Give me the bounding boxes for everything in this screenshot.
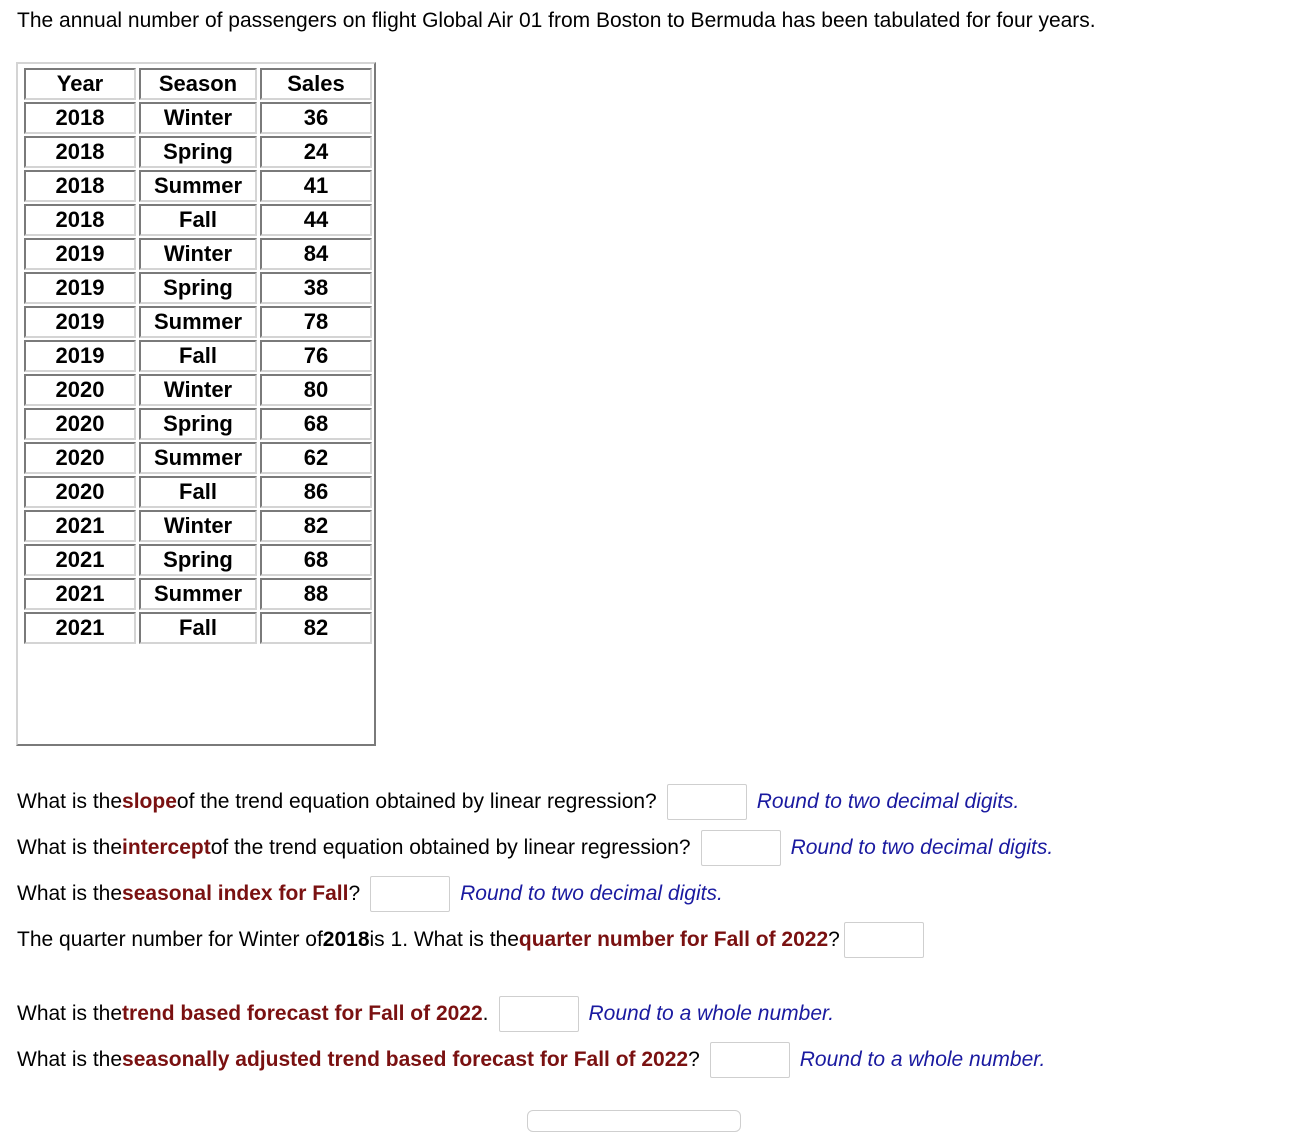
table-cell: 2021 (24, 544, 136, 576)
table-cell: 62 (260, 442, 372, 474)
table-cell: 2021 (24, 510, 136, 542)
question-keyword: seasonally adjusted trend based forecast for Fall of 2022 (122, 1048, 689, 1071)
quarter-number-answer-input[interactable] (844, 922, 924, 958)
table-cell: Spring (139, 136, 257, 168)
rounding-note: Round to two decimal digits. (756, 790, 1020, 813)
problem-intro: The annual number of passengers on flight Global Air 01 from Boston to Bermuda has been tabulated for four years. (17, 9, 1096, 32)
table-row (24, 102, 372, 134)
question-keyword: seasonal index for Fall (122, 882, 349, 905)
table-cell: 2018 (24, 102, 136, 134)
question-keyword: slope (122, 790, 177, 813)
table-cell: Summer (139, 578, 257, 610)
table-cell: 41 (260, 170, 372, 202)
table-row (24, 272, 372, 304)
question-slope (17, 782, 1019, 822)
table-cell: 2020 (24, 476, 136, 508)
table-cell: Winter (139, 102, 257, 134)
table-row (24, 442, 372, 474)
question-text: What is the (17, 1048, 123, 1071)
rounding-note: Round to two decimal digits. (460, 882, 723, 905)
table-row (24, 578, 372, 610)
question-text: of the trend equation obtained by linear regression? (210, 836, 691, 859)
question-text: The quarter number for Winter of (17, 928, 323, 951)
table-cell: Fall (139, 612, 257, 644)
table-cell: 2018 (24, 170, 136, 202)
question-seasonal-index (17, 874, 723, 914)
question-keyword: quarter number for Fall of 2022 (518, 928, 829, 951)
slope-answer-input[interactable] (667, 784, 747, 820)
trend-forecast-answer-input[interactable] (499, 996, 579, 1032)
table-cell: 86 (260, 476, 372, 508)
question-text: is 1. What is the (369, 928, 519, 951)
rounding-note: Round to two decimal digits. (790, 836, 1054, 859)
table-cell: 80 (260, 374, 372, 406)
question-text: ? (688, 1048, 700, 1071)
table-row (24, 612, 372, 644)
table-cell: Winter (139, 374, 257, 406)
table-cell: 88 (260, 578, 372, 610)
table-cell: Summer (139, 170, 257, 202)
question-year: 2018 (322, 928, 370, 951)
table-cell: Winter (139, 238, 257, 270)
table-cell: Summer (139, 442, 257, 474)
table-cell: 2020 (24, 408, 136, 440)
table-cell: 82 (260, 510, 372, 542)
column-header: Year (24, 68, 136, 100)
table-cell: 2018 (24, 204, 136, 236)
submit-button[interactable] (527, 1110, 741, 1132)
table-cell: Spring (139, 272, 257, 304)
table-cell: 2019 (24, 272, 136, 304)
question-text: . (482, 1002, 489, 1025)
table-row (24, 306, 372, 338)
question-text: ? (348, 882, 361, 905)
table-cell: Summer (139, 306, 257, 338)
table-cell: 2021 (24, 612, 136, 644)
table-cell: Spring (139, 544, 257, 576)
question-intercept (17, 828, 1053, 868)
table-cell: Fall (139, 204, 257, 236)
table-cell: 68 (260, 544, 372, 576)
table-cell: 84 (260, 238, 372, 270)
rounding-note: Round to a whole number. (588, 1002, 835, 1025)
question-quarter-number (17, 920, 934, 960)
column-header: Sales (260, 68, 372, 100)
question-text: of the trend equation obtained by linear regression? (176, 790, 657, 813)
table-cell: Fall (139, 340, 257, 372)
table-cell: Winter (139, 510, 257, 542)
table-cell: Fall (139, 476, 257, 508)
question-keyword: intercept (122, 836, 211, 859)
seasonal-index-answer-input[interactable] (370, 876, 450, 912)
table-cell: 82 (260, 612, 372, 644)
intercept-answer-input[interactable] (701, 830, 781, 866)
question-text: What is the (17, 1002, 123, 1025)
question-text: What is the (17, 882, 123, 905)
seasonal-forecast-answer-input[interactable] (710, 1042, 790, 1078)
table-row (24, 136, 372, 168)
table-cell: 76 (260, 340, 372, 372)
table-cell: 44 (260, 204, 372, 236)
table-row (24, 238, 372, 270)
column-header: Season (139, 68, 257, 100)
table-cell: 2019 (24, 340, 136, 372)
question-text: ? (828, 928, 840, 951)
table-header-row (24, 68, 372, 100)
table-cell: 2019 (24, 238, 136, 270)
table-cell: 36 (260, 102, 372, 134)
table-cell: 38 (260, 272, 372, 304)
table-row (24, 408, 372, 440)
table-cell: 2019 (24, 306, 136, 338)
table-cell: 68 (260, 408, 372, 440)
question-keyword: trend based forecast for Fall of 2022 (122, 1002, 483, 1025)
table-row (24, 510, 372, 542)
table-row (24, 340, 372, 372)
question-trend-forecast (17, 994, 834, 1034)
table-cell: 2020 (24, 374, 136, 406)
question-text: What is the (17, 790, 123, 813)
table-row (24, 374, 372, 406)
table-row (24, 170, 372, 202)
table-cell: 24 (260, 136, 372, 168)
table-row (24, 204, 372, 236)
question-seasonal-forecast (17, 1040, 1045, 1080)
table-row (24, 476, 372, 508)
table-cell: 78 (260, 306, 372, 338)
table-cell: 2020 (24, 442, 136, 474)
table-cell: Spring (139, 408, 257, 440)
question-text: What is the (17, 836, 123, 859)
table-cell: 2021 (24, 578, 136, 610)
table-cell: 2018 (24, 136, 136, 168)
table-row (24, 544, 372, 576)
passenger-table (21, 66, 375, 646)
rounding-note: Round to a whole number. (799, 1048, 1046, 1071)
